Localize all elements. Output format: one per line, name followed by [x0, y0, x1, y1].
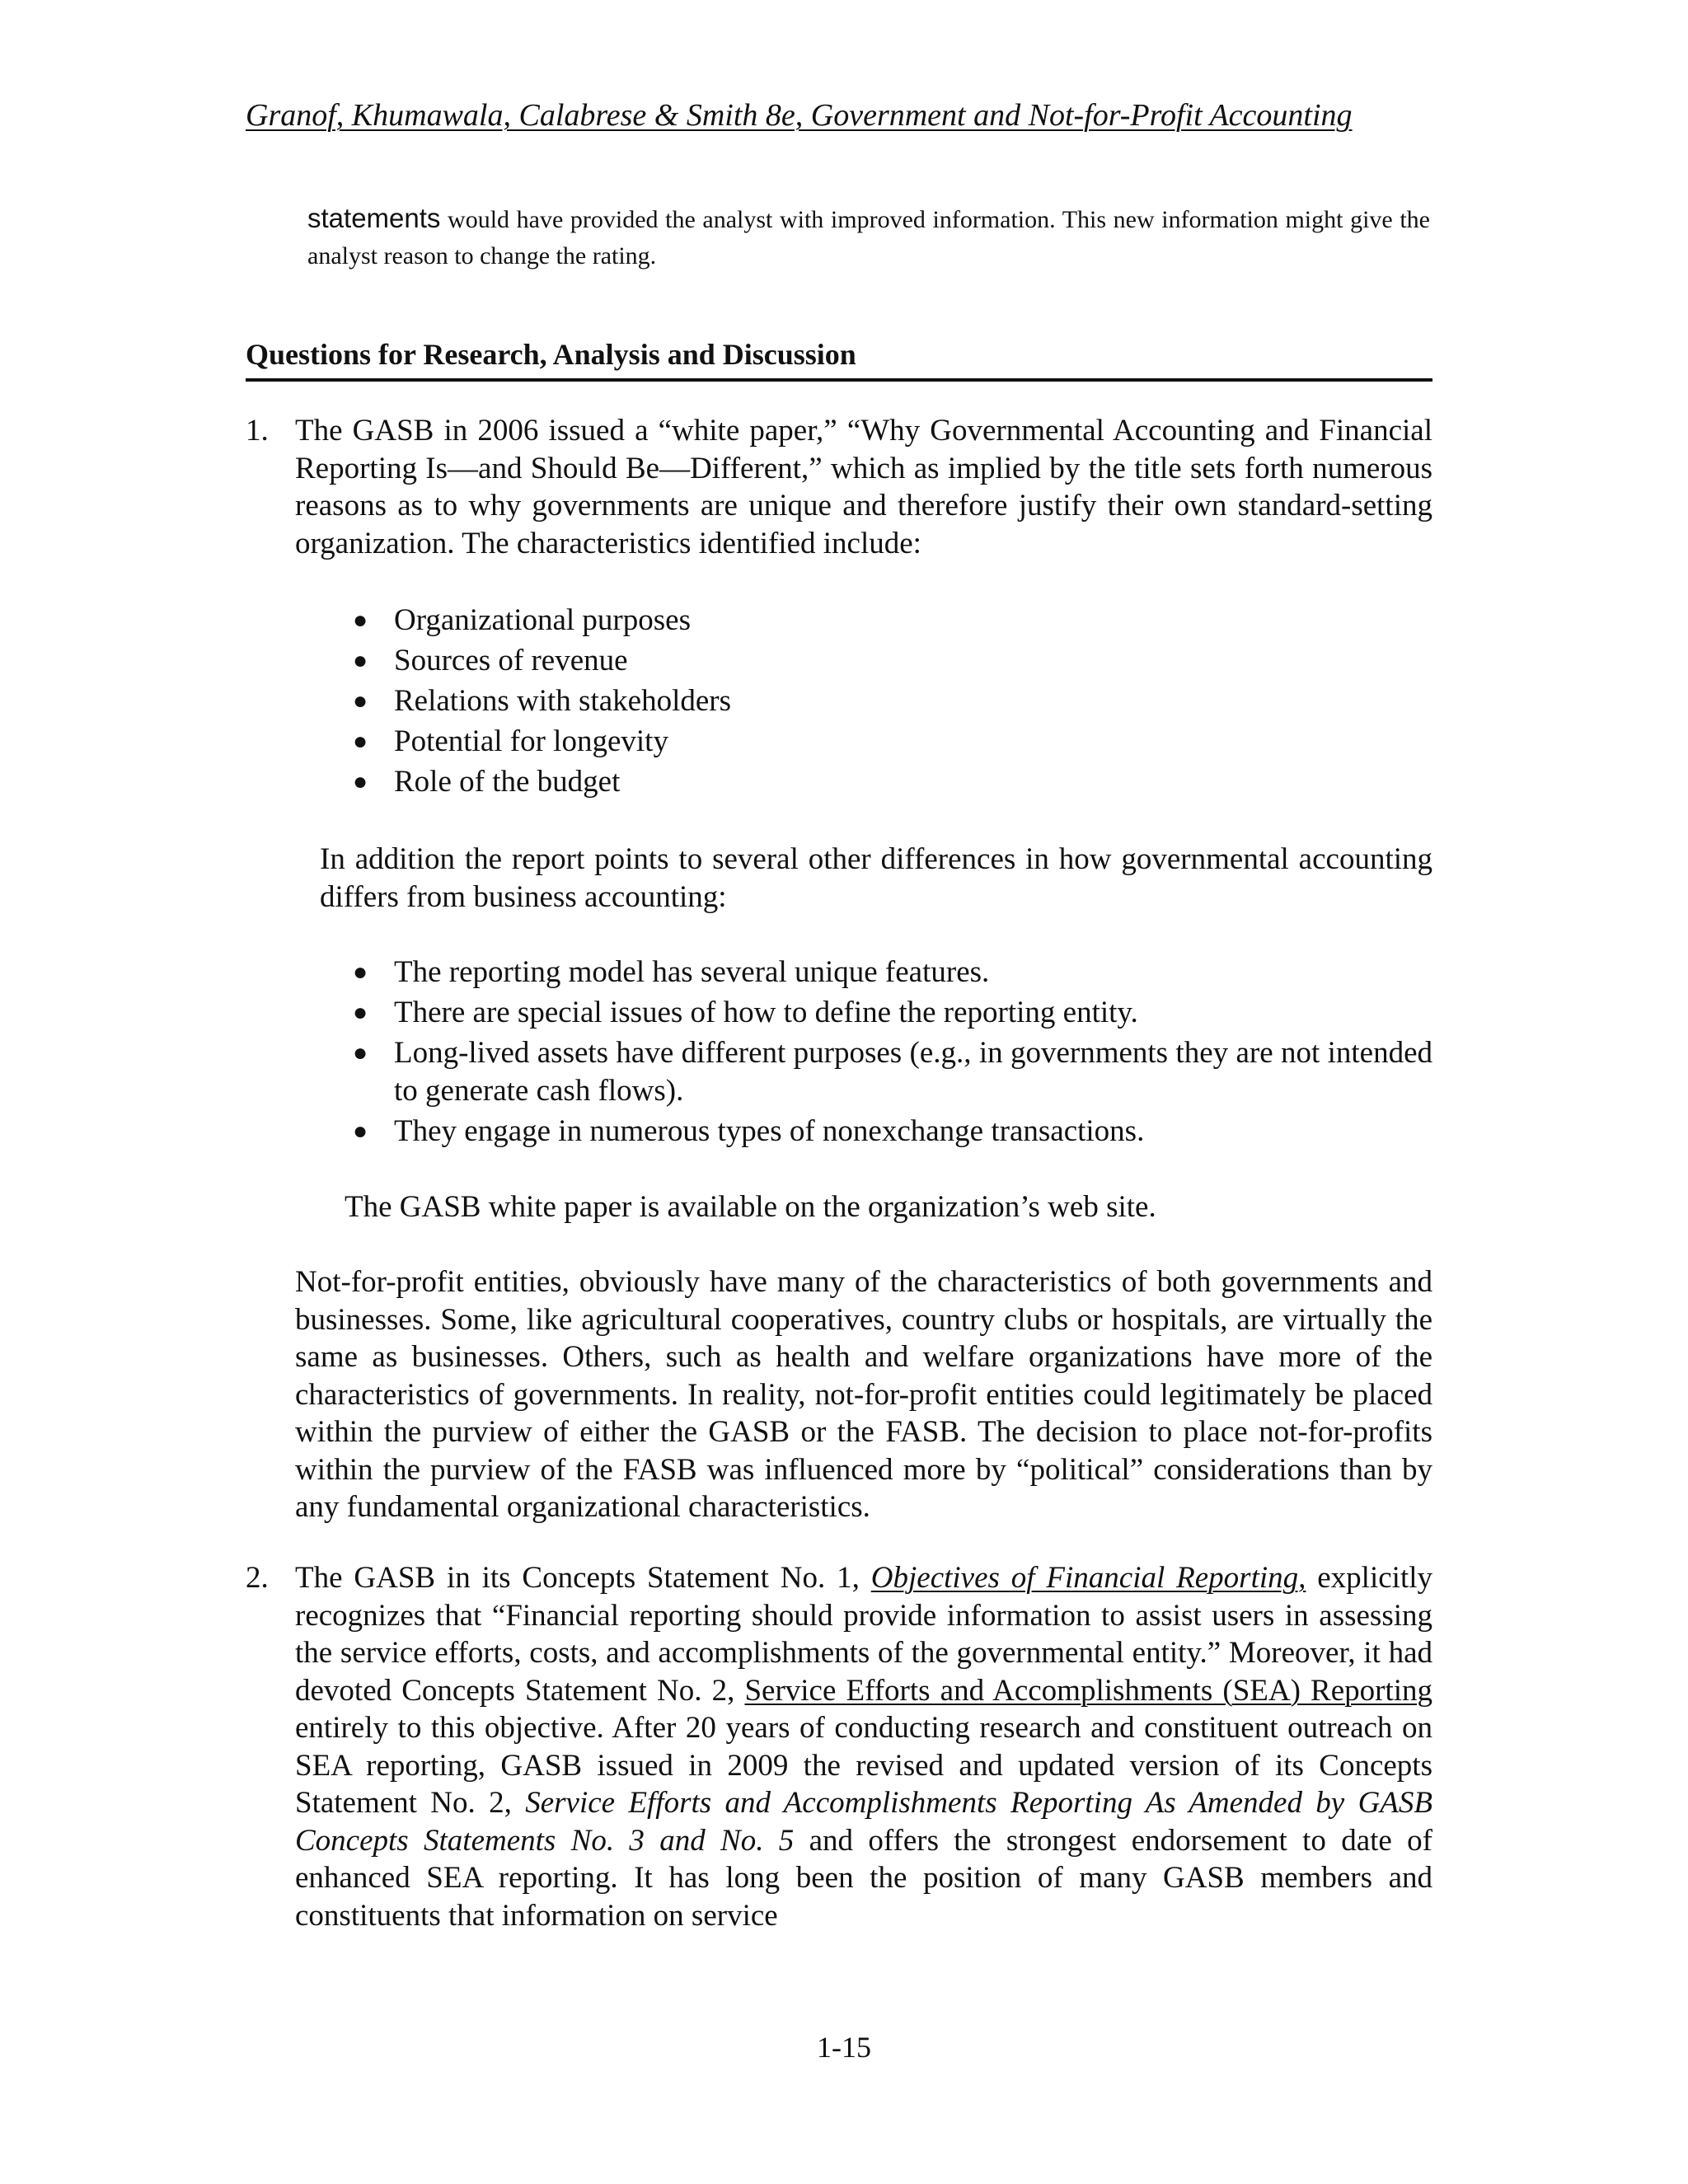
page-number: 1-15	[817, 2031, 871, 2064]
differences-list	[345, 952, 1432, 1151]
list-item: ● The reporting model has several unique features.	[345, 952, 1432, 992]
carryover-paragraph	[307, 200, 1430, 274]
carryover-text: would have provided the analyst with improved information. This new information might give the analyst reason to change the rating.	[307, 206, 1430, 269]
list-item: ● Organizational purposes	[345, 600, 1432, 640]
bullet-icon: ●	[353, 999, 368, 1026]
list-item: ● Long-lived assets have different purposes (e.g., in governments they are not intended to generate cash flows).	[353, 1036, 1432, 1108]
question-1	[246, 412, 1432, 562]
question-1-intro: The GASB in 2006 issued a “white paper,” “Why Governmental Accounting and Financial Reporting Is—and Should Be—Different,” which as implied by the title sets forth numerous reasons as to why governments are unique and therefore justify their own standard-setting organization. The characteristics identified include:	[295, 414, 1432, 560]
list-item: ● Role of the budget	[345, 762, 1432, 802]
running-header: Granof, Khumawala, Calabrese & Smith 8e, Government and Not-for-Profit Accounting	[246, 98, 1353, 133]
bullet-icon: ●	[353, 1118, 368, 1145]
bullet-icon: ●	[353, 728, 368, 755]
bullet-icon: ●	[353, 958, 368, 986]
question-2-number: 2.	[246, 1561, 269, 1595]
section-heading: Questions for Research, Analysis and Discussion	[246, 335, 1432, 382]
concepts-statement-1-title: Objectives of Financial Reporting,	[870, 1561, 1306, 1595]
list-item: ● Relations with stakeholders	[345, 681, 1432, 721]
characteristics-list	[345, 600, 1432, 802]
question-2	[246, 1559, 1432, 1934]
question-2-body: The GASB in its Concepts Statement No. 1, Objectives of Financial Reporting, explicitly recognizes that “Financial reporting should provide information to assist users in assessing the service efforts, costs, and accomplishments of the governmental entity.” Moreover, it had devoted Concepts Statement No. 2, Service Efforts and Accomplishments (SEA) Reporting entirely to this objective. After 20 years of conducting research and constituent outreach on SEA reporting, GASB issued in 2009 the revised and updated version of its Concepts Statement No. 2, Service Efforts and Accomplishments Reporting As Amended by GASB Concepts Statements No. 3 and No. 5 and offers the strongest endorsement to date of enhanced SEA reporting. It has long been the position of many GASB members and constituents that information on service	[295, 1561, 1432, 1933]
nfp-paragraph: Not-for-profit entities, obviously have many of the characteristics of both governments and businesses. Some, like agricultural cooperatives, country clubs or hospitals, are virtually the same as businesses. Others, such as health and welfare organizations have more of the characteristics of governments. In reality, not-for-profit entities could legitimately be placed within the purview of either the GASB or the FASB. The decision to place not-for-profits within the purview of the FASB was influenced more by “political” considerations than by any fundamental organizational characteristics.	[295, 1265, 1432, 1524]
addition-paragraph: In addition the report points to several other differences in how governmental accounting differs from business accounting:	[320, 842, 1432, 914]
carryover-lead-word: statements	[307, 203, 441, 233]
bullet-icon: ●	[353, 687, 368, 715]
question-1-number: 1.	[246, 414, 269, 448]
bullet-icon: ●	[353, 647, 368, 674]
concepts-statement-2-revised-title: Service Efforts and Accomplishments Reporting As Amended by GASB Concepts Statements No. 3 and No. 5	[295, 1786, 1432, 1858]
bullet-icon: ●	[353, 768, 368, 795]
concepts-statement-2-title: Service Efforts and Accomplishments (SEA) Reporting	[744, 1673, 1432, 1708]
bullet-icon: ●	[353, 607, 368, 634]
availability-line: The GASB white paper is available on the organization’s web site.	[345, 1190, 1156, 1224]
list-item: ● There are special issues of how to define the reporting entity.	[345, 992, 1432, 1033]
list-item: ● Potential for longevity	[345, 721, 1432, 762]
bullet-icon: ●	[353, 1039, 368, 1066]
list-item: ● They engage in numerous types of nonexchange transactions.	[345, 1111, 1432, 1151]
list-item: ● Sources of revenue	[345, 640, 1432, 681]
